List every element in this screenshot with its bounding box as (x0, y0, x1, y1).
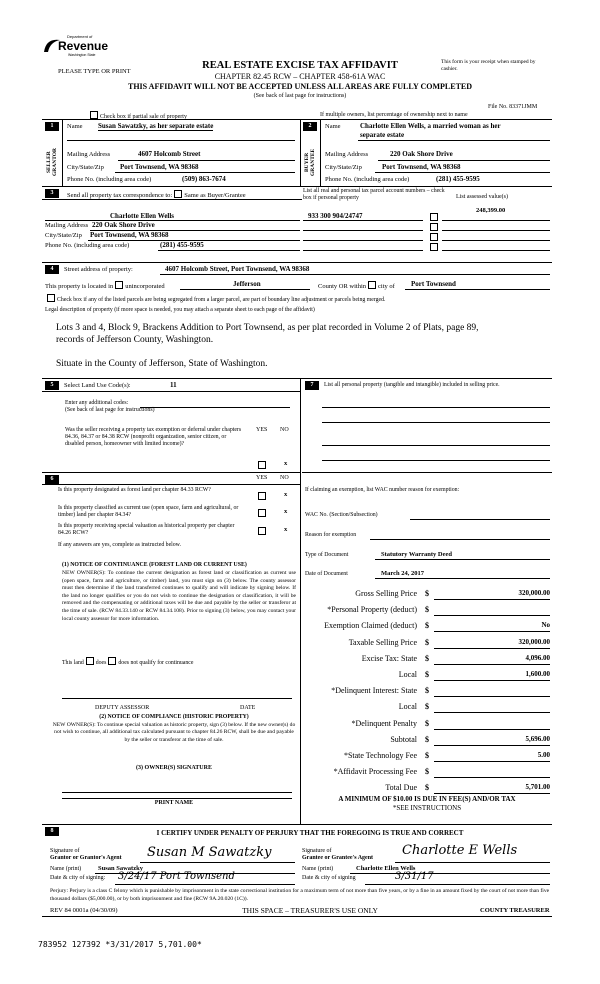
sec5-yes-checkbox[interactable] (258, 461, 266, 469)
tax-row-label: Subtotal (390, 734, 417, 744)
form-chapter: CHAPTER 82.45 RCW – CHAPTER 458-61A WAC (214, 72, 386, 81)
tax-row-label: *State Technology Fee (343, 751, 417, 760)
located-line: This property is located in unincorporated (45, 283, 165, 290)
segregated-checkbox[interactable] (47, 294, 55, 302)
dollar-sign: $ (425, 783, 429, 793)
tax-row-label: *Delinquent Interest: State (331, 686, 417, 696)
tax-row-label: Local (398, 702, 417, 712)
sec5-no: NO (280, 427, 289, 433)
sec6-q3-no[interactable]: x (284, 526, 288, 533)
grantee-name-label: Name (print) (302, 866, 334, 872)
parcel-personal-checkbox-3[interactable] (430, 233, 438, 241)
additional-codes-note: (See back of last page for instructions) (65, 407, 155, 413)
dollar-sign: $ (425, 637, 429, 647)
doc-type-label: Type of Document (305, 552, 349, 558)
tax-row-value[interactable]: 5,696.00 (525, 734, 550, 743)
wac-label: WAC No. (Section/Subsection) (305, 512, 378, 518)
tax-row (302, 605, 550, 617)
additional-codes: Enter any additional codes: (65, 400, 129, 406)
buyer-phone-label: Phone No. (including area code) (325, 176, 410, 183)
seller-mail[interactable]: 4607 Holcomb Street (138, 150, 201, 158)
seller-city-label: City/State/Zip (67, 164, 104, 171)
buyer-section-number: 2 (303, 122, 317, 131)
doc-date-label: Date of Document (305, 571, 348, 577)
tax-row-value[interactable]: 1,600.00 (525, 670, 550, 678)
legal-desc-2[interactable]: records of Jefferson County, Washington. (56, 335, 214, 345)
grantee-date[interactable]: 3/31/17 (395, 871, 434, 882)
form-warning: THIS AFFIDAVIT WILL NOT BE ACCEPTED UNLESS ALL AREAS ARE FULLY COMPLETED (127, 82, 473, 91)
sec3-number: 3 (45, 189, 59, 198)
see-back: (See back of last page for instructions) (253, 93, 347, 99)
seller-side-label: SELLER GRANTOR (46, 148, 58, 177)
grantee-date-label: Date & city of signing (302, 875, 356, 881)
tax-row-value[interactable]: 5,701.00 (525, 783, 550, 792)
tax-row-label: Exemption Claimed (deduct) (324, 621, 417, 631)
same-as-buyer-checkbox[interactable] (174, 190, 182, 198)
sec6-q2-no[interactable]: x (284, 508, 288, 515)
tax-row (302, 702, 550, 714)
personal-property-label: List all personal property (tangible and intangible) included in selling price. (324, 382, 500, 388)
land-use-code[interactable]: 11 (170, 381, 177, 389)
assessed-value[interactable]: 248,399.00 (476, 207, 506, 214)
does-not-checkbox[interactable] (108, 657, 116, 665)
street-address[interactable]: 4607 Holcomb Street, Port Townsend, WA 98368 (165, 265, 310, 273)
tax-row-label: Taxable Selling Price (348, 637, 417, 647)
dollar-sign: $ (425, 605, 429, 615)
sec3-phone[interactable]: (281) 455-9595 (160, 241, 204, 249)
tax-row (302, 767, 550, 779)
sec6-no: NO (280, 475, 289, 481)
parcel-personal-checkbox-1[interactable] (430, 213, 438, 221)
sec6-number: 6 (45, 475, 59, 484)
sec3-mail[interactable]: 220 Oak Shore Drive (92, 221, 155, 229)
sec3-city-label: City/State/Zip (45, 232, 82, 239)
sec3-mail-label: Mailing Address (45, 222, 89, 229)
sec6-q1-yes[interactable] (258, 492, 266, 500)
doc-date[interactable]: March 24, 2017 (381, 570, 425, 577)
legal-desc-1[interactable]: Lots 3 and 4, Block 9, Brackens Addition to Port Townsend, as per plat recorded in Volume 2 of Plats, page 89, (56, 323, 479, 333)
tax-row-label: *Delinquent Penalty (351, 718, 417, 728)
tax-row (302, 621, 550, 633)
exemption-label: If claiming an exemption, list WAC number reason for exemption: (305, 487, 460, 493)
multiple-owners: If multiple owners, list percentage of ownership next to name (320, 112, 468, 118)
sec3-city[interactable]: Port Townsend, WA 98368 (90, 231, 169, 239)
owner-signature-label: (3) OWNER(S) SIGNATURE (136, 765, 212, 771)
tax-row (302, 735, 550, 747)
county-or: County OR within city of (318, 283, 395, 290)
tax-row (302, 719, 550, 731)
sec7-number: 7 (305, 381, 319, 390)
please-type: PLEASE TYPE OR PRINT (58, 68, 131, 75)
land-use-label: Select Land Use Code(s): (64, 382, 131, 389)
reason-label: Reason for exemption (305, 532, 357, 538)
buyer-side-label: BUYER GRANTEE (304, 148, 316, 176)
dollar-sign: $ (425, 686, 429, 696)
tax-row-label: Gross Selling Price (355, 589, 417, 598)
buyer-name-2[interactable]: separate estate (360, 131, 405, 139)
county-treasurer: COUNTY TREASURER (480, 907, 550, 914)
buyer-name-label: Name (325, 123, 341, 130)
assessed-label: List assessed value(s) (456, 194, 508, 200)
grantee-signature[interactable]: Charlotte E Wells (402, 843, 518, 858)
seller-name[interactable]: Susan Sawatzky, as her separate estate (98, 122, 214, 130)
parcel-personal-checkbox-2[interactable] (430, 223, 438, 231)
logo-sub: Washington State (68, 53, 96, 57)
sec8-number: 8 (45, 827, 59, 836)
dollar-sign: $ (425, 751, 429, 760)
sec6-note: If any answers are yes, complete as instructed below. (58, 542, 181, 548)
continuance-title: (1) NOTICE OF CONTINUANCE (FOREST LAND OR CURRENT USE) (62, 562, 247, 568)
deputy-assessor: DEPUTY ASSESSOR (95, 705, 150, 711)
tax-row-label: Local (398, 670, 417, 679)
sec6-q2: Is this property classified as current use (open space, farm and agricultural, or timber) land per chapter 84.34? (58, 505, 239, 518)
sec6-q2-yes[interactable] (258, 509, 266, 517)
tax-row-value[interactable]: 5.00 (537, 751, 550, 759)
land-does-line: This land does does not qualify for continuance (62, 657, 193, 666)
dollar-sign: $ (425, 734, 429, 744)
historic-body: NEW OWNER(S): To continue special valuation as historic property, sign (3) below. If the new owner(s) do not wish to continue, all additional tax calculated pursuant to chapter 84.26 RCW, shall be due and payable by the seller or transferor at the time of sale. (52, 722, 296, 743)
parcel-number[interactable]: 933 300 904/24747 (308, 212, 363, 220)
street-label: Street address of property: (64, 266, 133, 273)
segregated-line: Check box if any of the listed parcels are being segregated from a larger parcel, are part of boundary line adjustment or parcels being merged. (45, 294, 385, 303)
certify: I CERTIFY UNDER PENALTY OF PERJURY THAT THE FOREGOING IS TRUE AND CORRECT (156, 829, 464, 837)
rev-number: REV 84 0001a (04/30/09) (50, 907, 118, 914)
buyer-city-label: City/State/Zip (325, 164, 362, 171)
seller-phone[interactable]: (509) 863-7674 (182, 175, 226, 183)
tax-row-label: Total Due (385, 783, 417, 793)
city-name[interactable]: Port Townsend (411, 280, 456, 288)
file-number: File No. 83371JMM (488, 104, 538, 110)
seller-city[interactable]: Port Townsend, WA 98368 (120, 163, 199, 171)
tax-row (302, 783, 550, 795)
tax-row-label: *Personal Property (deduct) (327, 605, 417, 615)
continuance-body: NEW OWNER(S): To continue the current designation as forest land or classification as current use (open space, farm and agriculture, or timber) land, you must sign on (3) below. The county assessor must then determine if the land transferred continues to qualify and will indicate by signing below. If the land no longer qualifies or you do not wish to continue the designation or classification, it will be removed and the compensating or additional taxes will be due and payable by the seller or transferor at the time of sale. (RCW 84.33.140 or RCW 84.34.108). Prior to signing (3) below, you may contact your local county assessor for more information. (62, 570, 296, 622)
tax-row-value[interactable]: 4,096.00 (525, 653, 550, 662)
dollar-sign: $ (425, 702, 429, 712)
partial-sale: Check box if partial sale of property (88, 111, 187, 120)
buyer-phone[interactable]: (281) 455-9595 (436, 175, 480, 183)
partial-sale-checkbox[interactable] (90, 111, 98, 119)
tax-row-value[interactable]: 320,000.00 (518, 589, 550, 597)
historic-title: (2) NOTICE OF COMPLIANCE (HISTORIC PROPERTY) (99, 714, 249, 720)
tax-row (302, 654, 550, 666)
dollar-sign: $ (425, 718, 429, 728)
sec6-q3: Is this property receiving special valuation as historical property per chapter 84.26 RCW? (58, 523, 235, 536)
tax-row-label: Excise Tax: State (361, 653, 417, 663)
receipt-note: This form is your receipt when stamped by cashier. (441, 59, 536, 72)
sec5-no-answer[interactable]: x (284, 460, 288, 467)
buyer-city[interactable]: Port Townsend, WA 98368 (382, 163, 461, 171)
tax-row (302, 686, 550, 698)
grantor-signature[interactable]: Susan M Sawatzky (147, 845, 272, 860)
sec6-q1-no[interactable]: x (284, 491, 288, 498)
perjury-note: Perjury: Perjury is a class C felony which is punishable by imprisonment in the state correctional institution for a maximum term of not more than five years, or by a fine in an amount fixed by the court of not more than five thousand dollars ($5,000.00), or by both imprisonment and fine (RCW 9A.20.020 (1C)). (50, 888, 550, 902)
sec4-number: 4 (45, 265, 59, 274)
dollar-sign: $ (425, 589, 429, 598)
buyer-mail[interactable]: 220 Oak Shore Drive (390, 150, 453, 158)
county-name[interactable]: Jefferson (233, 280, 261, 288)
grantor-name[interactable]: Susan Sawatzky (98, 865, 143, 872)
city-checkbox[interactable] (368, 281, 376, 289)
parcel-label: List all real and personal tax parcel account numbers – check box if personal property (303, 188, 445, 201)
tax-row (302, 670, 550, 682)
print-name-label: PRINT NAME (154, 800, 194, 806)
dollar-sign: $ (425, 653, 429, 663)
sec3-phone-label: Phone No. (including area code) (45, 242, 130, 249)
parcel-personal-checkbox-4[interactable] (430, 243, 438, 251)
tax-row-value[interactable]: 320,000.00 (518, 637, 550, 646)
logo-main: Revenue (58, 39, 109, 53)
see-instructions: *SEE INSTRUCTIONS (392, 804, 462, 812)
does-checkbox[interactable] (86, 657, 94, 665)
form-title: REAL ESTATE EXCISE TAX AFFIDAVIT (202, 60, 398, 71)
unincorporated-checkbox[interactable] (115, 281, 123, 289)
sec5-yes: YES (256, 427, 268, 433)
sec6-q1: Is this property designated as forest land per chapter 84.33 RCW? (58, 487, 211, 493)
sec5-question: Was the seller receiving a property tax exemption or deferral under chapters 84.36, 84.37 or 84.38 RCW (nonprofit organization, senior citizen, or disabled person, homeowner with limited income)? (65, 427, 242, 447)
sec3-label: Send all property tax correspondence to: Same as Buyer/Grantee (67, 192, 246, 199)
situate[interactable]: Situate in the County of Jefferson, State of Washington. (56, 359, 268, 369)
sec3-name[interactable]: Charlotte Ellen Wells (110, 212, 175, 220)
dor-logo (42, 34, 112, 60)
grantor-name-label: Name (print) (50, 866, 82, 872)
tax-row (302, 751, 550, 763)
grantee-sig-label: Signature of Grantee or Grantee's Agent (302, 848, 374, 861)
grantee-name[interactable]: Charlotte Ellen Wells (356, 865, 416, 872)
sec6-yes: YES (256, 475, 268, 481)
logo-top: Department of (67, 34, 93, 39)
grantor-date[interactable]: 3/24/17 Port Townsend (118, 871, 235, 882)
tax-row-label: *Affidavit Processing Fee (333, 767, 417, 777)
sec6-q3-yes[interactable] (258, 527, 266, 535)
tax-row (302, 638, 550, 650)
date-label: DATE (240, 705, 256, 711)
buyer-name-1[interactable]: Charlotte Ellen Wells, a married woman as her (360, 122, 501, 130)
legal-label: Legal description of property (if more space is needed, you may attach a separate sheet to each page of the affidavit) (45, 307, 315, 313)
seller-name-label: Name (67, 123, 83, 130)
dollar-sign: $ (425, 621, 429, 631)
dollar-sign: $ (425, 767, 429, 777)
seller-phone-label: Phone No. (including area code) (67, 176, 152, 183)
minimum-due: A MINIMUM OF $10.00 IS DUE IN FEE(S) AND/OR TAX (338, 795, 516, 803)
buyer-mail-label: Mailing Address (325, 151, 369, 158)
tax-row (302, 589, 550, 601)
tax-row-value[interactable]: No (541, 621, 550, 630)
doc-type[interactable]: Statutory Warranty Deed (381, 551, 453, 558)
seller-section-number: 1 (45, 122, 59, 131)
dollar-sign: $ (425, 670, 429, 679)
treasurer-use: THIS SPACE – TREASURER'S USE ONLY (242, 906, 378, 915)
grantor-date-label: Date & city of signing: (50, 875, 106, 881)
grantor-sig-label: Signature of Grantor or Grantor's Agent (50, 848, 122, 861)
sec5-number: 5 (45, 381, 59, 390)
seller-mail-label: Mailing Address (67, 151, 111, 158)
cashier-stamp: 783952 127392 *3/31/2017 5,701.00* (38, 940, 202, 949)
